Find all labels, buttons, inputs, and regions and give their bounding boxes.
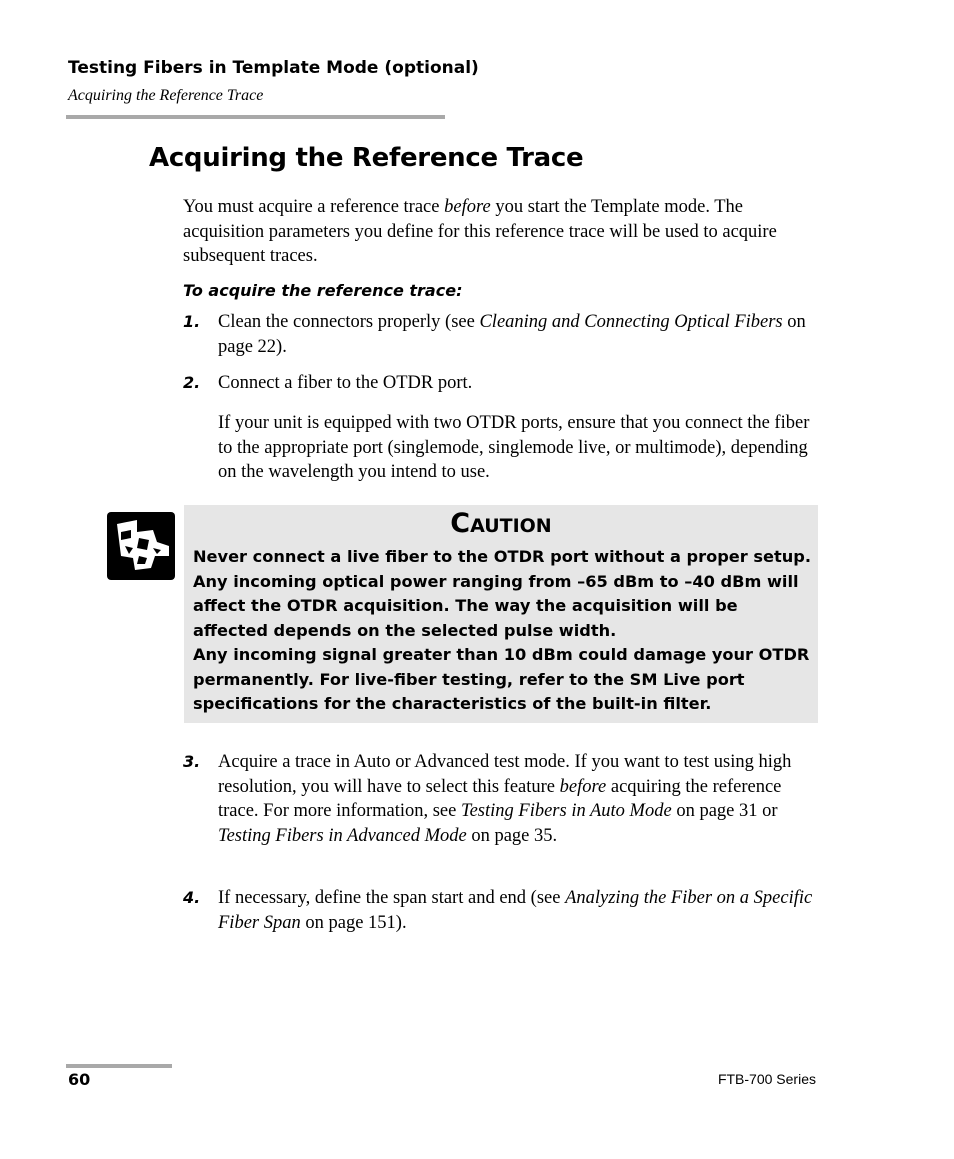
caution-paragraph-1: Never connect a live fiber to the OTDR port without a proper setup. Any incoming optical power ranging from –65 dBm to –40 dBm will affect the OTDR acquisition. The way the acquisition will be affected depends on the selected pulse width. xyxy=(193,547,812,640)
step1-link-text: Cleaning and Connecting Optical Fibers xyxy=(479,312,783,332)
step3-emphasis: before xyxy=(559,776,607,797)
step-2-note: If your unit is equipped with two OTDR ports, ensure that you connect the fiber to the appropriate port (singlemode, singlemode live, or multimode), depending on the wavelength you intend to use. xyxy=(218,413,810,482)
step3-text-g: on page 35. xyxy=(466,825,558,846)
step-number-1: 1. xyxy=(183,312,201,331)
step3-link-advanced: Testing Fibers in Advanced Mode xyxy=(218,825,467,846)
page-number: 60 xyxy=(68,1070,91,1089)
step-text-1 xyxy=(218,310,818,359)
step4-text-c: on page 151). xyxy=(300,912,407,933)
intro-text-c: you start the Template mode. The acquisition parameters you define for this reference trace will be used to acquire subsequent traces. xyxy=(183,197,777,266)
caution-hand-icon xyxy=(107,512,175,580)
step1-text-c: on page 22). xyxy=(218,312,806,357)
step-text-3 xyxy=(218,750,818,848)
step-number-4: 4. xyxy=(183,888,201,907)
header-rule xyxy=(66,115,445,119)
caution-box xyxy=(184,505,818,723)
step3-link-auto: Testing Fibers in Auto Mode xyxy=(460,801,672,821)
procedure-title: To acquire the reference trace: xyxy=(183,281,463,300)
step-text-4 xyxy=(218,886,818,935)
step4-text-a: If necessary, define the span start and end (see xyxy=(218,888,566,908)
intro-paragraph xyxy=(183,195,823,269)
step4-link-text: Analyzing the Fiber on a Specific Fiber Span xyxy=(218,888,813,933)
caution-paragraph-2: Any incoming signal greater than 10 dBm could damage your OTDR permanently. For live-fiber testing, refer to the SM Live port specifications for the characteristics of the built-in filter. xyxy=(193,645,810,713)
caution-title: Caution xyxy=(450,508,552,539)
step3-text-a: Acquire a trace in Auto or Advanced test mode. If you want to test using high resolution, you will have to select this feature xyxy=(218,752,792,797)
step-number-3: 3. xyxy=(183,752,201,771)
step-number-2: 2. xyxy=(183,373,201,392)
product-series: FTB-700 Series xyxy=(717,1071,816,1087)
step3-text-c: acquiring the reference trace. For more information, see xyxy=(218,776,782,821)
step-text-2: Connect a fiber to the OTDR port. xyxy=(218,373,473,393)
caution-text xyxy=(193,545,813,717)
step1-text-a: Clean the connectors properly (see xyxy=(218,312,480,332)
step3-text-e: on page 31 or xyxy=(671,801,778,821)
intro-emphasis: before xyxy=(444,197,491,217)
running-header-title: Testing Fibers in Template Mode (optional) xyxy=(68,58,479,78)
footer-rule xyxy=(66,1064,172,1068)
intro-text-a: You must acquire a reference trace xyxy=(183,197,445,217)
running-header-subtitle: Acquiring the Reference Trace xyxy=(68,87,264,104)
section-title: Acquiring the Reference Trace xyxy=(149,143,584,173)
